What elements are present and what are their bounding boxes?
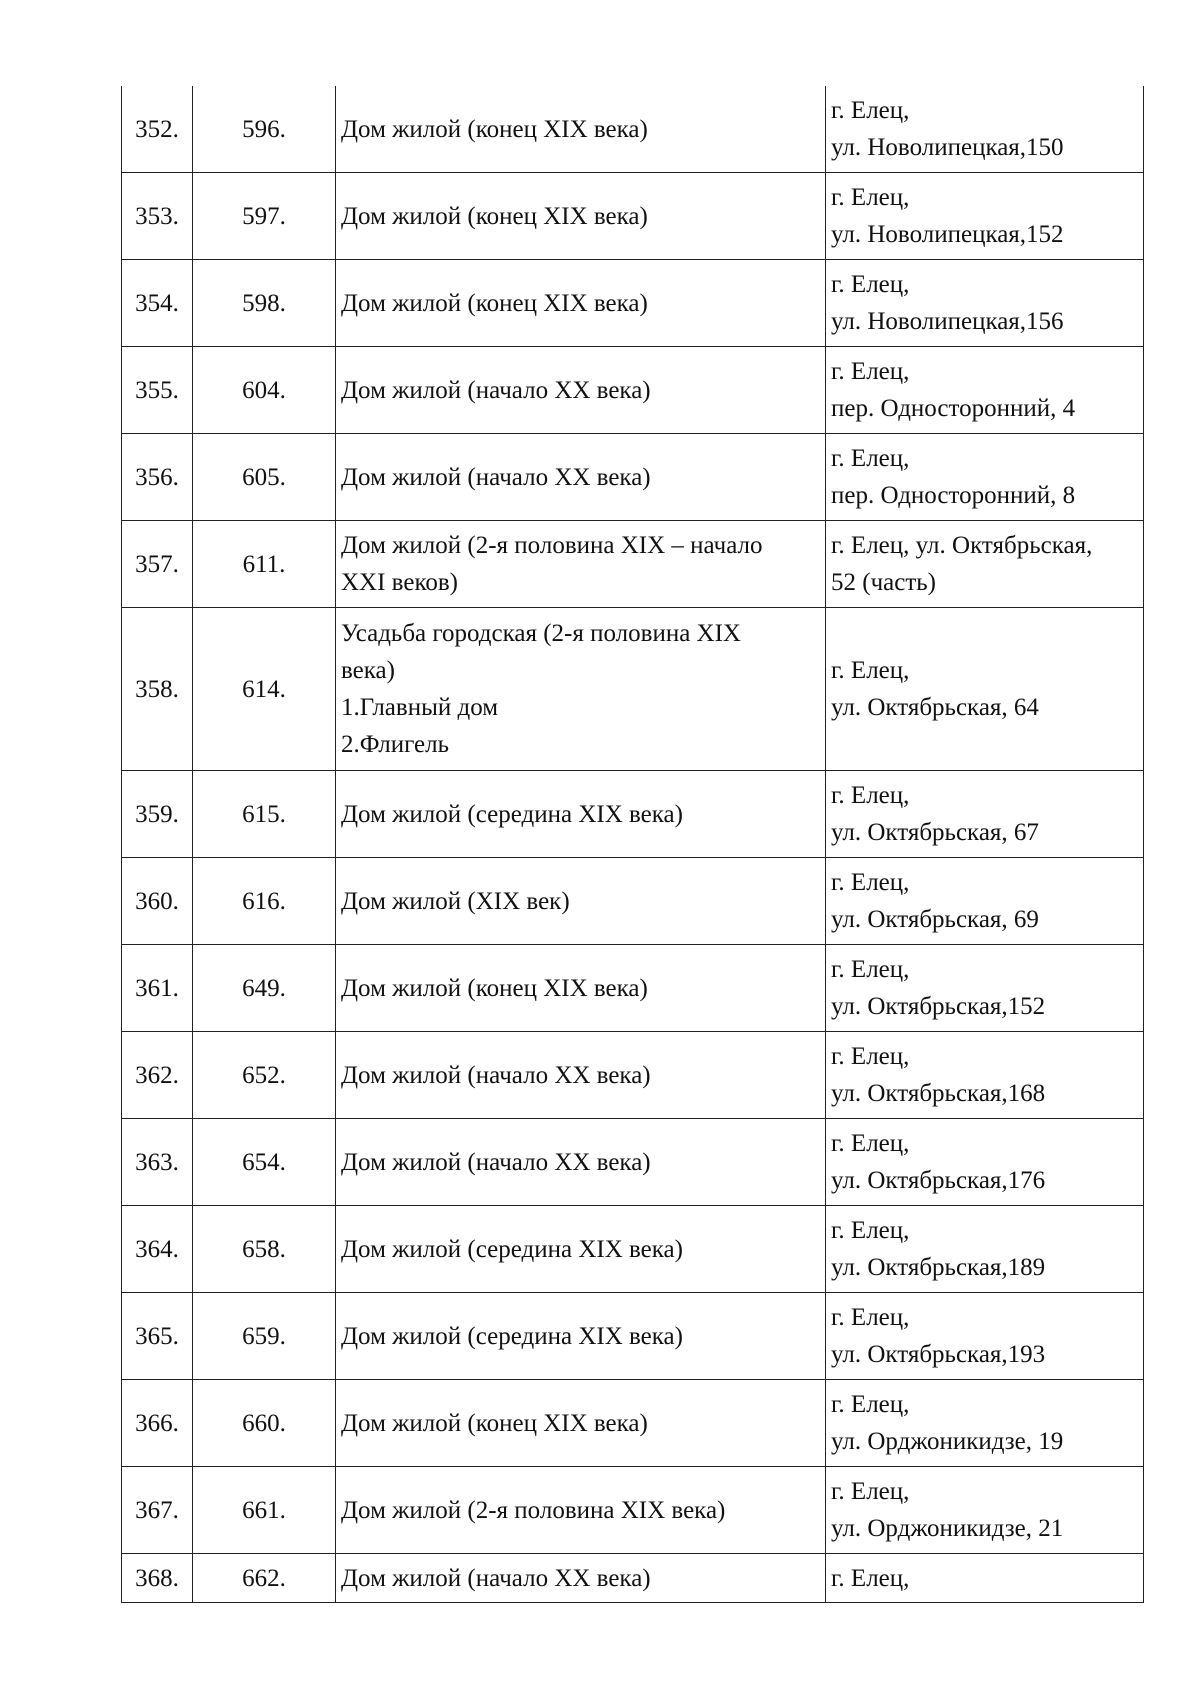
object-name-line: Дом жилой (конец XIX века): [341, 202, 648, 230]
address-line: ул. Орджоникидзе, 19: [831, 1428, 1064, 1455]
row-number-cell: 363.: [122, 1119, 193, 1206]
address-line: г. Елец,: [831, 657, 910, 684]
object-name-line: 1.Главный дом: [341, 694, 499, 721]
address-line: г. Елец,: [831, 445, 910, 472]
registry-code-cell: 598.: [193, 260, 336, 347]
address-line: г. Елец,: [831, 1564, 910, 1592]
table-row: [122, 858, 1144, 945]
registry-code-cell: 661.: [193, 1467, 336, 1554]
address-cell: [826, 945, 1144, 1032]
row-number-cell: 358.: [122, 608, 193, 771]
address-line: ул. Октябрьская, 64: [831, 694, 1039, 721]
row-number-cell: 357.: [122, 521, 193, 608]
object-name-cell: [336, 1206, 826, 1293]
table-row: [122, 434, 1144, 521]
address-line: ул. Октябрьская, 69: [831, 906, 1039, 933]
heritage-objects-table: [121, 86, 1144, 1603]
address-cell: [826, 1119, 1144, 1206]
address-line: г. Елец,: [831, 869, 910, 896]
object-name-cell: [336, 858, 826, 945]
object-name-line: Дом жилой (середина XIX века): [341, 1235, 683, 1263]
table-row: [122, 521, 1144, 608]
row-number-cell: 360.: [122, 858, 193, 945]
object-name-cell: [336, 1554, 826, 1603]
address-cell: [826, 521, 1144, 608]
object-name-cell: [336, 1032, 826, 1119]
address-line: г. Елец,: [831, 358, 910, 385]
row-number-cell: 359.: [122, 771, 193, 858]
address-line: ул. Новолипецкая,152: [831, 221, 1064, 248]
address-line: г. Елец,: [831, 271, 910, 298]
object-name-cell: [336, 1293, 826, 1380]
row-number-cell: 364.: [122, 1206, 193, 1293]
table-row: [122, 1293, 1144, 1380]
object-name-line: Дом жилой (начало XX века): [341, 376, 651, 404]
registry-code-cell: 662.: [193, 1554, 336, 1603]
registry-code-cell: 615.: [193, 771, 336, 858]
address-cell: [826, 260, 1144, 347]
registry-code-cell: 596.: [193, 86, 336, 173]
row-number-cell: 353.: [122, 173, 193, 260]
address-line: ул. Октябрьская, 67: [831, 819, 1039, 846]
object-name-cell: [336, 1467, 826, 1554]
address-cell: [826, 1554, 1144, 1603]
object-name-line: Дом жилой (середина XIX века): [341, 1322, 683, 1350]
address-cell: [826, 1467, 1144, 1554]
address-cell: [826, 434, 1144, 521]
address-line: ул. Октябрьская,189: [831, 1254, 1046, 1281]
object-name-line: Дом жилой (2-я половина XIX века): [341, 1496, 726, 1524]
object-name-cell: [336, 945, 826, 1032]
object-name-cell: [336, 1119, 826, 1206]
object-name-line: Дом жилой (конец XIX века): [341, 289, 648, 317]
address-line: г. Елец,: [831, 1304, 910, 1331]
object-name-line: 2.Флигель: [341, 731, 450, 758]
address-cell: [826, 1293, 1144, 1380]
address-line: пер. Односторонний, 8: [831, 482, 1076, 509]
address-line: г. Елец,: [831, 782, 910, 809]
address-line: г. Елец,: [831, 1217, 910, 1244]
table-row: [122, 1380, 1144, 1467]
object-name-line: Усадьба городская (2-я половина XIX: [341, 620, 741, 647]
table-row: [122, 608, 1144, 771]
object-name-line: Дом жилой (начало XX века): [341, 463, 651, 491]
address-line: г. Елец,: [831, 1391, 910, 1418]
address-cell: [826, 1380, 1144, 1467]
registry-code-cell: 605.: [193, 434, 336, 521]
address-line: 52 (часть): [831, 569, 936, 596]
table-row: [122, 86, 1144, 173]
row-number-cell: 352.: [122, 86, 193, 173]
object-name-cell: [336, 173, 826, 260]
address-line: ул. Октябрьская,193: [831, 1341, 1046, 1368]
address-cell: [826, 1206, 1144, 1293]
registry-code-cell: 660.: [193, 1380, 336, 1467]
object-name-cell: [336, 1380, 826, 1467]
row-number-cell: 361.: [122, 945, 193, 1032]
table-body: [122, 86, 1144, 1603]
table-row: [122, 173, 1144, 260]
object-name-line: Дом жилой (2-я половина XIX – начало: [341, 532, 763, 559]
registry-code-cell: 654.: [193, 1119, 336, 1206]
table-row: [122, 1119, 1144, 1206]
object-name-line: Дом жилой (середина XIX века): [341, 800, 683, 828]
object-name-line: Дом жилой (конец XIX века): [341, 1409, 648, 1437]
address-cell: [826, 771, 1144, 858]
table-row: [122, 1206, 1144, 1293]
address-cell: [826, 86, 1144, 173]
row-number-cell: 362.: [122, 1032, 193, 1119]
object-name-line: Дом жилой (начало XX века): [341, 1061, 651, 1089]
registry-code-cell: 597.: [193, 173, 336, 260]
row-number-cell: 365.: [122, 1293, 193, 1380]
registry-code-cell: 658.: [193, 1206, 336, 1293]
object-name-cell: [336, 86, 826, 173]
table-row: [122, 347, 1144, 434]
table-row: [122, 1467, 1144, 1554]
address-line: пер. Односторонний, 4: [831, 395, 1076, 422]
registry-code-cell: 649.: [193, 945, 336, 1032]
address-line: г. Елец,: [831, 1130, 910, 1157]
object-name-cell: [336, 434, 826, 521]
row-number-cell: 367.: [122, 1467, 193, 1554]
registry-code-cell: 652.: [193, 1032, 336, 1119]
address-cell: [826, 347, 1144, 434]
address-line: г. Елец, ул. Октябрьская,: [831, 532, 1093, 559]
object-name-line: Дом жилой (конец XIX века): [341, 974, 648, 1002]
row-number-cell: 366.: [122, 1380, 193, 1467]
registry-code-cell: 604.: [193, 347, 336, 434]
address-line: ул. Октябрьская,152: [831, 993, 1046, 1020]
table-row: [122, 1554, 1144, 1603]
address-line: ул. Орджоникидзе, 21: [831, 1515, 1064, 1542]
address-line: ул. Новолипецкая,150: [831, 134, 1064, 161]
address-line: г. Елец,: [831, 184, 910, 211]
address-line: г. Елец,: [831, 956, 910, 983]
address-cell: [826, 173, 1144, 260]
address-line: ул. Новолипецкая,156: [831, 308, 1064, 335]
object-name-line: Дом жилой (начало XX века): [341, 1564, 651, 1592]
address-line: г. Елец,: [831, 1043, 910, 1070]
address-line: ул. Октябрьская,168: [831, 1080, 1046, 1107]
address-cell: [826, 1032, 1144, 1119]
address-line: г. Елец,: [831, 1478, 910, 1505]
address-line: ул. Октябрьская,176: [831, 1167, 1046, 1194]
table-row: [122, 771, 1144, 858]
row-number-cell: 355.: [122, 347, 193, 434]
registry-code-cell: 614.: [193, 608, 336, 771]
registry-code-cell: 616.: [193, 858, 336, 945]
object-name-line: Дом жилой (XIX век): [341, 887, 570, 915]
row-number-cell: 354.: [122, 260, 193, 347]
table-row: [122, 1032, 1144, 1119]
object-name-cell: [336, 771, 826, 858]
table-row: [122, 260, 1144, 347]
address-cell: [826, 608, 1144, 771]
object-name-cell: [336, 260, 826, 347]
object-name-line: века): [341, 657, 395, 684]
object-name-line: Дом жилой (начало XX века): [341, 1148, 651, 1176]
object-name-cell: [336, 608, 826, 771]
registry-code-cell: 611.: [193, 521, 336, 608]
object-name-cell: [336, 521, 826, 608]
registry-code-cell: 659.: [193, 1293, 336, 1380]
object-name-line: XXI веков): [341, 569, 458, 596]
table-row: [122, 945, 1144, 1032]
object-name-line: Дом жилой (конец XIX века): [341, 115, 648, 143]
object-name-cell: [336, 347, 826, 434]
address-cell: [826, 858, 1144, 945]
row-number-cell: 368.: [122, 1554, 193, 1603]
row-number-cell: 356.: [122, 434, 193, 521]
address-line: г. Елец,: [831, 97, 910, 124]
